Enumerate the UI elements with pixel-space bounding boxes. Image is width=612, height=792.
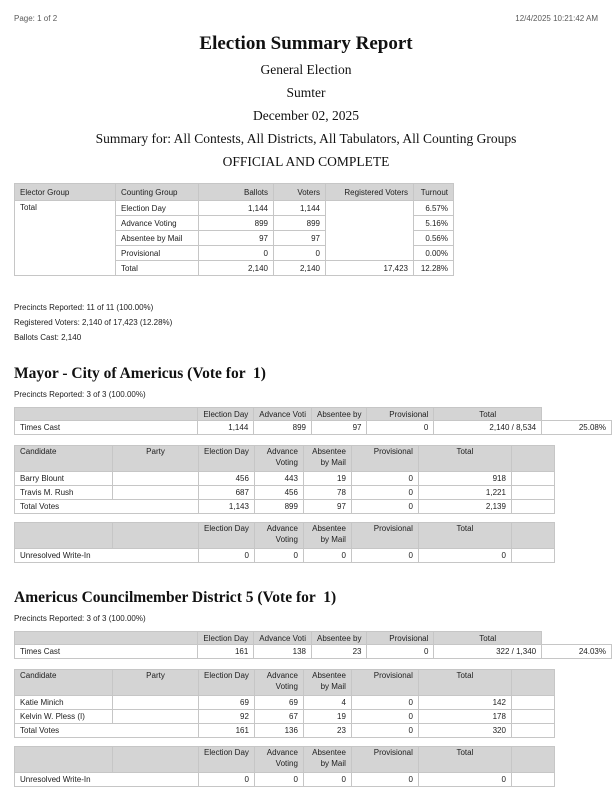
votes-absentee: 19 (303, 710, 351, 724)
col-header-voters: Voters (274, 184, 326, 201)
contest-title: Mayor - City of Americus (Vote for 1) (14, 365, 266, 382)
write-in-label: Unresolved Write-In (15, 773, 199, 787)
total-votes-row (15, 500, 555, 514)
candidate-party (113, 696, 199, 710)
elector-group-cell: Total (15, 201, 116, 276)
candidate-name: Barry Blount (15, 472, 113, 486)
spacer-cell (511, 773, 554, 787)
col-header-total: Total (418, 670, 511, 696)
col-header-total: Total (418, 446, 511, 472)
col-header-party: Party (113, 670, 199, 696)
col-header-ballots: Ballots (199, 184, 274, 201)
times-cast-advance: 899 (254, 421, 312, 435)
col-header-turnout: Turnout (414, 184, 454, 201)
spacer-cell (511, 472, 554, 486)
col-header-total: Total (434, 632, 542, 645)
voters-cell: 97 (274, 231, 326, 246)
col-header-provisional: Provisional (351, 523, 418, 549)
counting-group-cell: Provisional (116, 246, 199, 261)
times-cast-row (15, 645, 612, 659)
total-votes-label: Total Votes (15, 724, 199, 738)
col-header-election-day: Election Day (199, 523, 255, 549)
col-header-election-day: Election Day (199, 747, 255, 773)
col-header-spacer (511, 523, 554, 549)
counting-group-cell: Election Day (116, 201, 199, 216)
page-meta (0, 0, 612, 23)
col-header-blank (113, 747, 199, 773)
registered-voters-cell: 17,423 (326, 261, 414, 276)
votes-absentee: 4 (303, 696, 351, 710)
votes-provisional: 0 (351, 472, 418, 486)
col-header-absentee-by-mail: Absentee by (312, 632, 367, 645)
ballots-cell: 97 (199, 231, 274, 246)
write-in-table (14, 522, 555, 563)
candidate-row (15, 710, 555, 724)
times-cast-header-row (15, 632, 612, 645)
spacer-cell (511, 724, 554, 738)
counting-group-cell: Total (116, 261, 199, 276)
votes-total: 0 (418, 549, 511, 563)
votes-election-day: 161 (199, 724, 255, 738)
votes-absentee: 0 (303, 549, 351, 563)
col-header-provisional: Provisional (351, 670, 418, 696)
votes-absentee: 19 (303, 472, 351, 486)
spacer-cell (511, 710, 554, 724)
votes-election-day: 0 (199, 773, 255, 787)
votes-advance: 67 (254, 710, 303, 724)
col-header-provisional: Provisional (367, 632, 434, 645)
votes-total: 2,139 (418, 500, 511, 514)
official-status: OFFICIAL AND COMPLETE (222, 154, 390, 169)
candidate-results-table (14, 445, 555, 514)
votes-total: 320 (418, 724, 511, 738)
times-cast-table (14, 631, 612, 659)
candidate-name: Kelvin W. Pless (I) (15, 710, 113, 724)
col-header-total: Total (418, 523, 511, 549)
col-header-blank (15, 632, 198, 645)
counting-group-cell: Advance Voting (116, 216, 199, 231)
col-header-blank (15, 523, 113, 549)
candidate-row (15, 486, 555, 500)
col-header-spacer (511, 446, 554, 472)
votes-absentee: 23 (303, 724, 351, 738)
times-cast-label: Times Cast (15, 421, 198, 435)
contest-section (0, 589, 612, 787)
col-header-election-day: Election Day (198, 632, 254, 645)
col-header-absentee-by-mail: Absentee by (311, 408, 366, 421)
candidate-results-table (14, 669, 555, 738)
write-in-row (15, 773, 555, 787)
votes-election-day: 1,143 (199, 500, 255, 514)
overall-summary (14, 300, 612, 345)
contest-precincts: Precincts Reported: 3 of 3 (100.00%) (14, 614, 146, 623)
col-header-blank (15, 408, 198, 421)
col-header-candidate: Candidate (15, 670, 113, 696)
candidate-row (15, 472, 555, 486)
ballots-cell: 2,140 (199, 261, 274, 276)
page-number: Page: 1 of 2 (14, 14, 58, 23)
col-header-blank (113, 523, 199, 549)
col-header-provisional: Provisional (367, 408, 434, 421)
write-in-row (15, 549, 555, 563)
times-cast-absentee: 97 (311, 421, 366, 435)
votes-total: 0 (418, 773, 511, 787)
votes-total: 918 (418, 472, 511, 486)
votes-election-day: 69 (199, 696, 255, 710)
contest-title: Americus Councilmember District 5 (Vote for 1) (14, 589, 337, 606)
votes-provisional: 0 (351, 486, 418, 500)
col-header-candidate: Candidate (15, 446, 113, 472)
votes-advance: 443 (254, 472, 303, 486)
candidate-party (113, 472, 199, 486)
spacer-cell (511, 486, 554, 500)
times-cast-turnout: 24.03% (542, 645, 612, 659)
county-name: Sumter (286, 85, 326, 100)
summary-scope: Summary for: All Contests, All Districts, All Tabulators, All Counting Groups (95, 131, 517, 146)
col-header-spacer (542, 408, 612, 421)
col-header-advance-voting: Advance Voting (254, 747, 303, 773)
voters-cell: 0 (274, 246, 326, 261)
times-cast-table (14, 407, 612, 435)
candidate-header-row (15, 670, 555, 696)
spacer-cell (511, 500, 554, 514)
col-header-party: Party (113, 446, 199, 472)
contest-precincts: Precincts Reported: 3 of 3 (100.00%) (14, 390, 146, 399)
col-header-advance-voting: Advance Voti (254, 408, 312, 421)
ballots-cell: 899 (199, 216, 274, 231)
times-cast-header-row (15, 408, 612, 421)
election-type: General Election (260, 62, 352, 77)
turnout-cell: 0.00% (414, 246, 454, 261)
votes-advance: 136 (254, 724, 303, 738)
votes-total: 142 (418, 696, 511, 710)
times-cast-election-day: 161 (198, 645, 254, 659)
col-header-counting-group: Counting Group (116, 184, 199, 201)
votes-election-day: 456 (199, 472, 255, 486)
precincts-reported-line: Precincts Reported: 11 of 11 (100.00%) (14, 303, 154, 312)
candidate-name: Katie Minich (15, 696, 113, 710)
col-header-absentee-by-mail: Absentee by Mail (303, 670, 351, 696)
votes-absentee: 97 (303, 500, 351, 514)
col-header-election-day: Election Day (198, 408, 254, 421)
turnout-cell: 5.16% (414, 216, 454, 231)
times-cast-provisional: 0 (367, 421, 434, 435)
candidate-party (113, 710, 199, 724)
col-header-elector-group: Elector Group (15, 184, 116, 201)
col-header-absentee-by-mail: Absentee by Mail (303, 747, 351, 773)
votes-advance: 69 (254, 696, 303, 710)
votes-advance: 899 (254, 500, 303, 514)
col-header-provisional: Provisional (351, 446, 418, 472)
contest-section (0, 365, 612, 563)
voters-cell: 899 (274, 216, 326, 231)
col-header-spacer (511, 747, 554, 773)
times-cast-total: 322 / 1,340 (434, 645, 542, 659)
write-in-header-row (15, 747, 555, 773)
write-in-table (14, 746, 555, 787)
candidate-row (15, 696, 555, 710)
votes-provisional: 0 (351, 696, 418, 710)
col-header-advance-voting: Advance Voting (254, 446, 303, 472)
col-header-total: Total (418, 747, 511, 773)
times-cast-election-day: 1,144 (198, 421, 254, 435)
registered-voters-cell (326, 201, 414, 261)
times-cast-advance: 138 (254, 645, 312, 659)
candidate-name: Travis M. Rush (15, 486, 113, 500)
col-header-spacer (511, 670, 554, 696)
voters-cell: 1,144 (274, 201, 326, 216)
votes-election-day: 0 (199, 549, 255, 563)
votes-advance: 456 (254, 486, 303, 500)
votes-provisional: 0 (351, 500, 418, 514)
times-cast-label: Times Cast (15, 645, 198, 659)
ballots-cell: 0 (199, 246, 274, 261)
col-header-absentee-by-mail: Absentee by Mail (303, 523, 351, 549)
times-cast-total: 2,140 / 8,534 (434, 421, 542, 435)
turnout-cell: 0.56% (414, 231, 454, 246)
total-votes-label: Total Votes (15, 500, 199, 514)
elector-summary-table (14, 183, 454, 276)
col-header-registered-voters: Registered Voters (326, 184, 414, 201)
col-header-advance-voting: Advance Voting (254, 523, 303, 549)
report-timestamp: 12/4/2025 10:21:42 AM (515, 14, 598, 23)
votes-provisional: 0 (351, 773, 418, 787)
votes-provisional: 0 (351, 549, 418, 563)
counting-group-cell: Absentee by Mail (116, 231, 199, 246)
candidate-header-row (15, 446, 555, 472)
write-in-label: Unresolved Write-In (15, 549, 199, 563)
votes-election-day: 687 (199, 486, 255, 500)
turnout-cell: 12.28% (414, 261, 454, 276)
col-header-election-day: Election Day (199, 446, 255, 472)
spacer-cell (511, 549, 554, 563)
times-cast-absentee: 23 (312, 645, 367, 659)
total-votes-row (15, 724, 555, 738)
times-cast-row (15, 421, 612, 435)
page-title: Election Summary Report (199, 33, 413, 54)
turnout-cell: 6.57% (414, 201, 454, 216)
col-header-spacer (542, 632, 612, 645)
col-header-total: Total (434, 408, 542, 421)
votes-advance: 0 (254, 773, 303, 787)
votes-total: 178 (418, 710, 511, 724)
registered-voters-line: Registered Voters: 2,140 of 17,423 (12.28%) (14, 318, 173, 327)
elector-table-header-row (15, 184, 454, 201)
table-row (15, 201, 454, 216)
col-header-advance-voting: Advance Voting (254, 670, 303, 696)
votes-provisional: 0 (351, 710, 418, 724)
write-in-header-row (15, 523, 555, 549)
ballots-cell: 1,144 (199, 201, 274, 216)
times-cast-turnout: 25.08% (542, 421, 612, 435)
votes-provisional: 0 (351, 724, 418, 738)
col-header-advance-voting: Advance Voti (254, 632, 312, 645)
votes-advance: 0 (254, 549, 303, 563)
col-header-absentee-by-mail: Absentee by Mail (303, 446, 351, 472)
candidate-party (113, 486, 199, 500)
col-header-blank (15, 747, 113, 773)
votes-election-day: 92 (199, 710, 255, 724)
col-header-election-day: Election Day (199, 670, 255, 696)
votes-total: 1,221 (418, 486, 511, 500)
spacer-cell (511, 696, 554, 710)
voters-cell: 2,140 (274, 261, 326, 276)
election-date: December 02, 2025 (252, 108, 360, 123)
votes-absentee: 0 (303, 773, 351, 787)
times-cast-provisional: 0 (367, 645, 434, 659)
votes-absentee: 78 (303, 486, 351, 500)
ballots-cast-line: Ballots Cast: 2,140 (14, 333, 82, 342)
col-header-provisional: Provisional (351, 747, 418, 773)
